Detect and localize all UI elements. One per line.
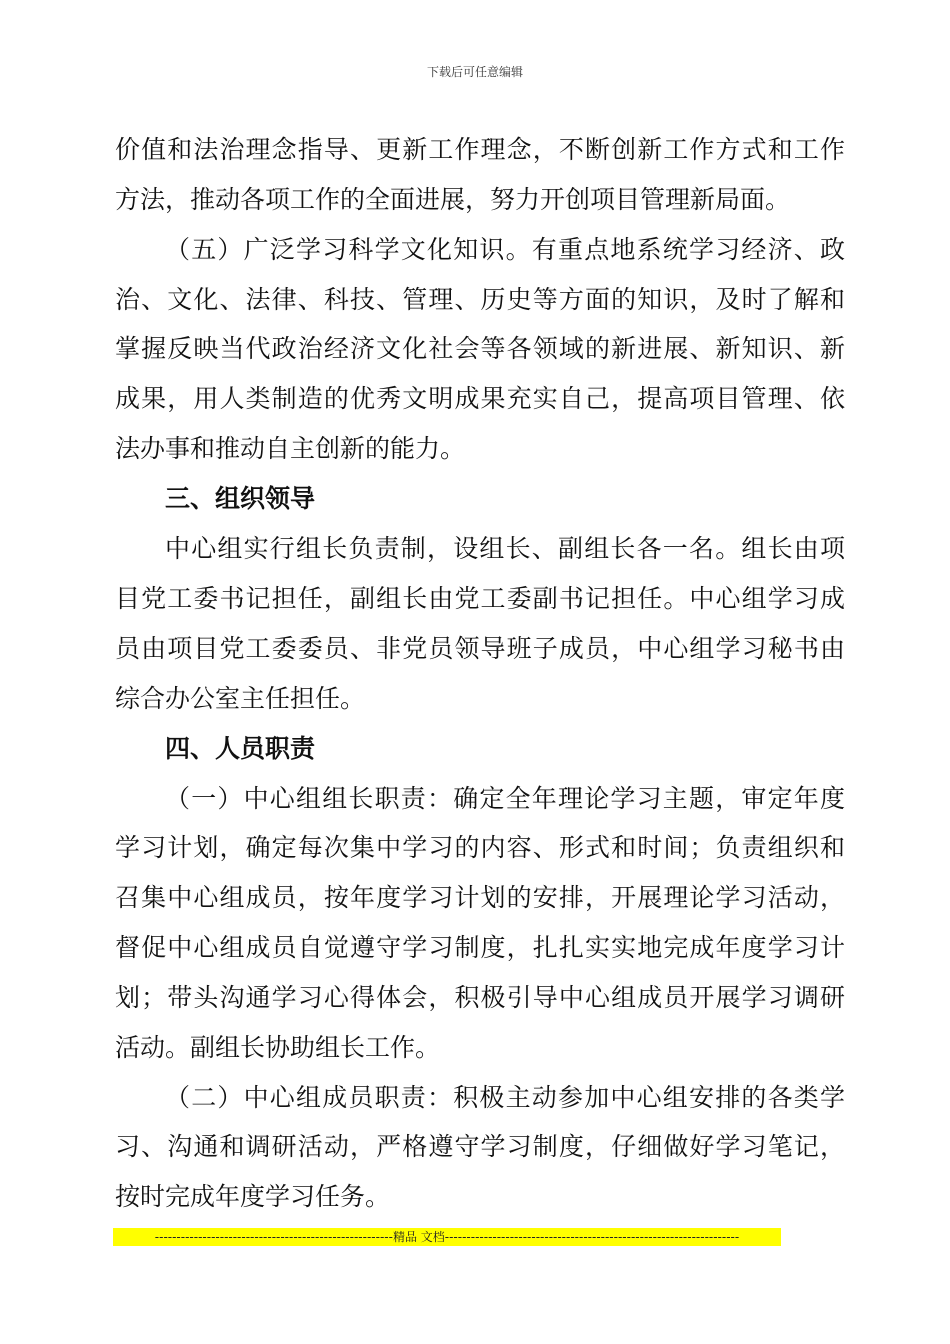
paragraph-line: 目党工委书记担任，副组长由党工委副书记担任。中心组学习成 (115, 584, 845, 613)
paragraph-line: 掌握反映当代政治经济文化社会等各领域的新进展、新知识、新 (115, 334, 845, 363)
paragraph-line: 督促中心组成员自觉遵守学习制度，扎扎实实地完成年度学习计 (115, 933, 845, 962)
paragraph-line: 划；带头沟通学习心得体会，积极引导中心组成员开展学习调研 (115, 983, 845, 1012)
footer-dashes-left: ------------------------------------------------------- (154, 1230, 393, 1244)
paragraph-line: 召集中心组成员，按年度学习计划的安排，开展理论学习活动， (115, 883, 845, 912)
paragraph-line: 法办事和推动自主创新的能力。 (115, 434, 466, 463)
footer-dashes-right: -------------------------------------------------------------------- (444, 1230, 740, 1244)
header-note: 下载后可任意编辑 (426, 65, 523, 79)
footer-watermark-bar (113, 1228, 781, 1246)
paragraph-line: 员由项目党工委委员、非党员领导班子成员，中心组学习秘书由 (115, 634, 845, 663)
paragraph-line: 治、文化、法律、科技、管理、历史等方面的知识，及时了解和 (115, 285, 845, 314)
paragraph-line: （一）中心组组长职责：确定全年理论学习主题，审定年度 (165, 784, 845, 813)
paragraph-line: 按时完成年度学习任务。 (115, 1182, 391, 1211)
paragraph-line: 综合办公室主任担任。 (115, 684, 366, 713)
section-heading: 四、人员职责 (165, 734, 316, 763)
paragraph-line: 成果，用人类制造的优秀文明成果充实自己，提高项目管理、依 (115, 384, 845, 413)
paragraph-line: （二）中心组成员职责：积极主动参加中心组安排的各类学 (165, 1083, 845, 1112)
paragraph-line: 活动。副组长协助组长工作。 (115, 1033, 441, 1062)
paragraph-line: （五）广泛学习科学文化知识。有重点地系统学习经济、政 (165, 235, 845, 264)
paragraph-line: 习、沟通和调研活动，严格遵守学习制度，仔细做好学习笔记， (115, 1132, 845, 1161)
paragraph-line: 方法，推动各项工作的全面进展，努力开创项目管理新局面。 (115, 185, 791, 214)
paragraph-line: 学习计划，确定每次集中学习的内容、形式和时间；负责组织和 (115, 833, 845, 862)
paragraph-line: 价值和法治理念指导、更新工作理念，不断创新工作方式和工作 (115, 135, 845, 164)
footer-label: 精品 文档 (392, 1230, 445, 1244)
section-heading: 三、组织领导 (165, 484, 316, 513)
paragraph-line: 中心组实行组长负责制，设组长、副组长各一名。组长由项 (165, 534, 845, 563)
